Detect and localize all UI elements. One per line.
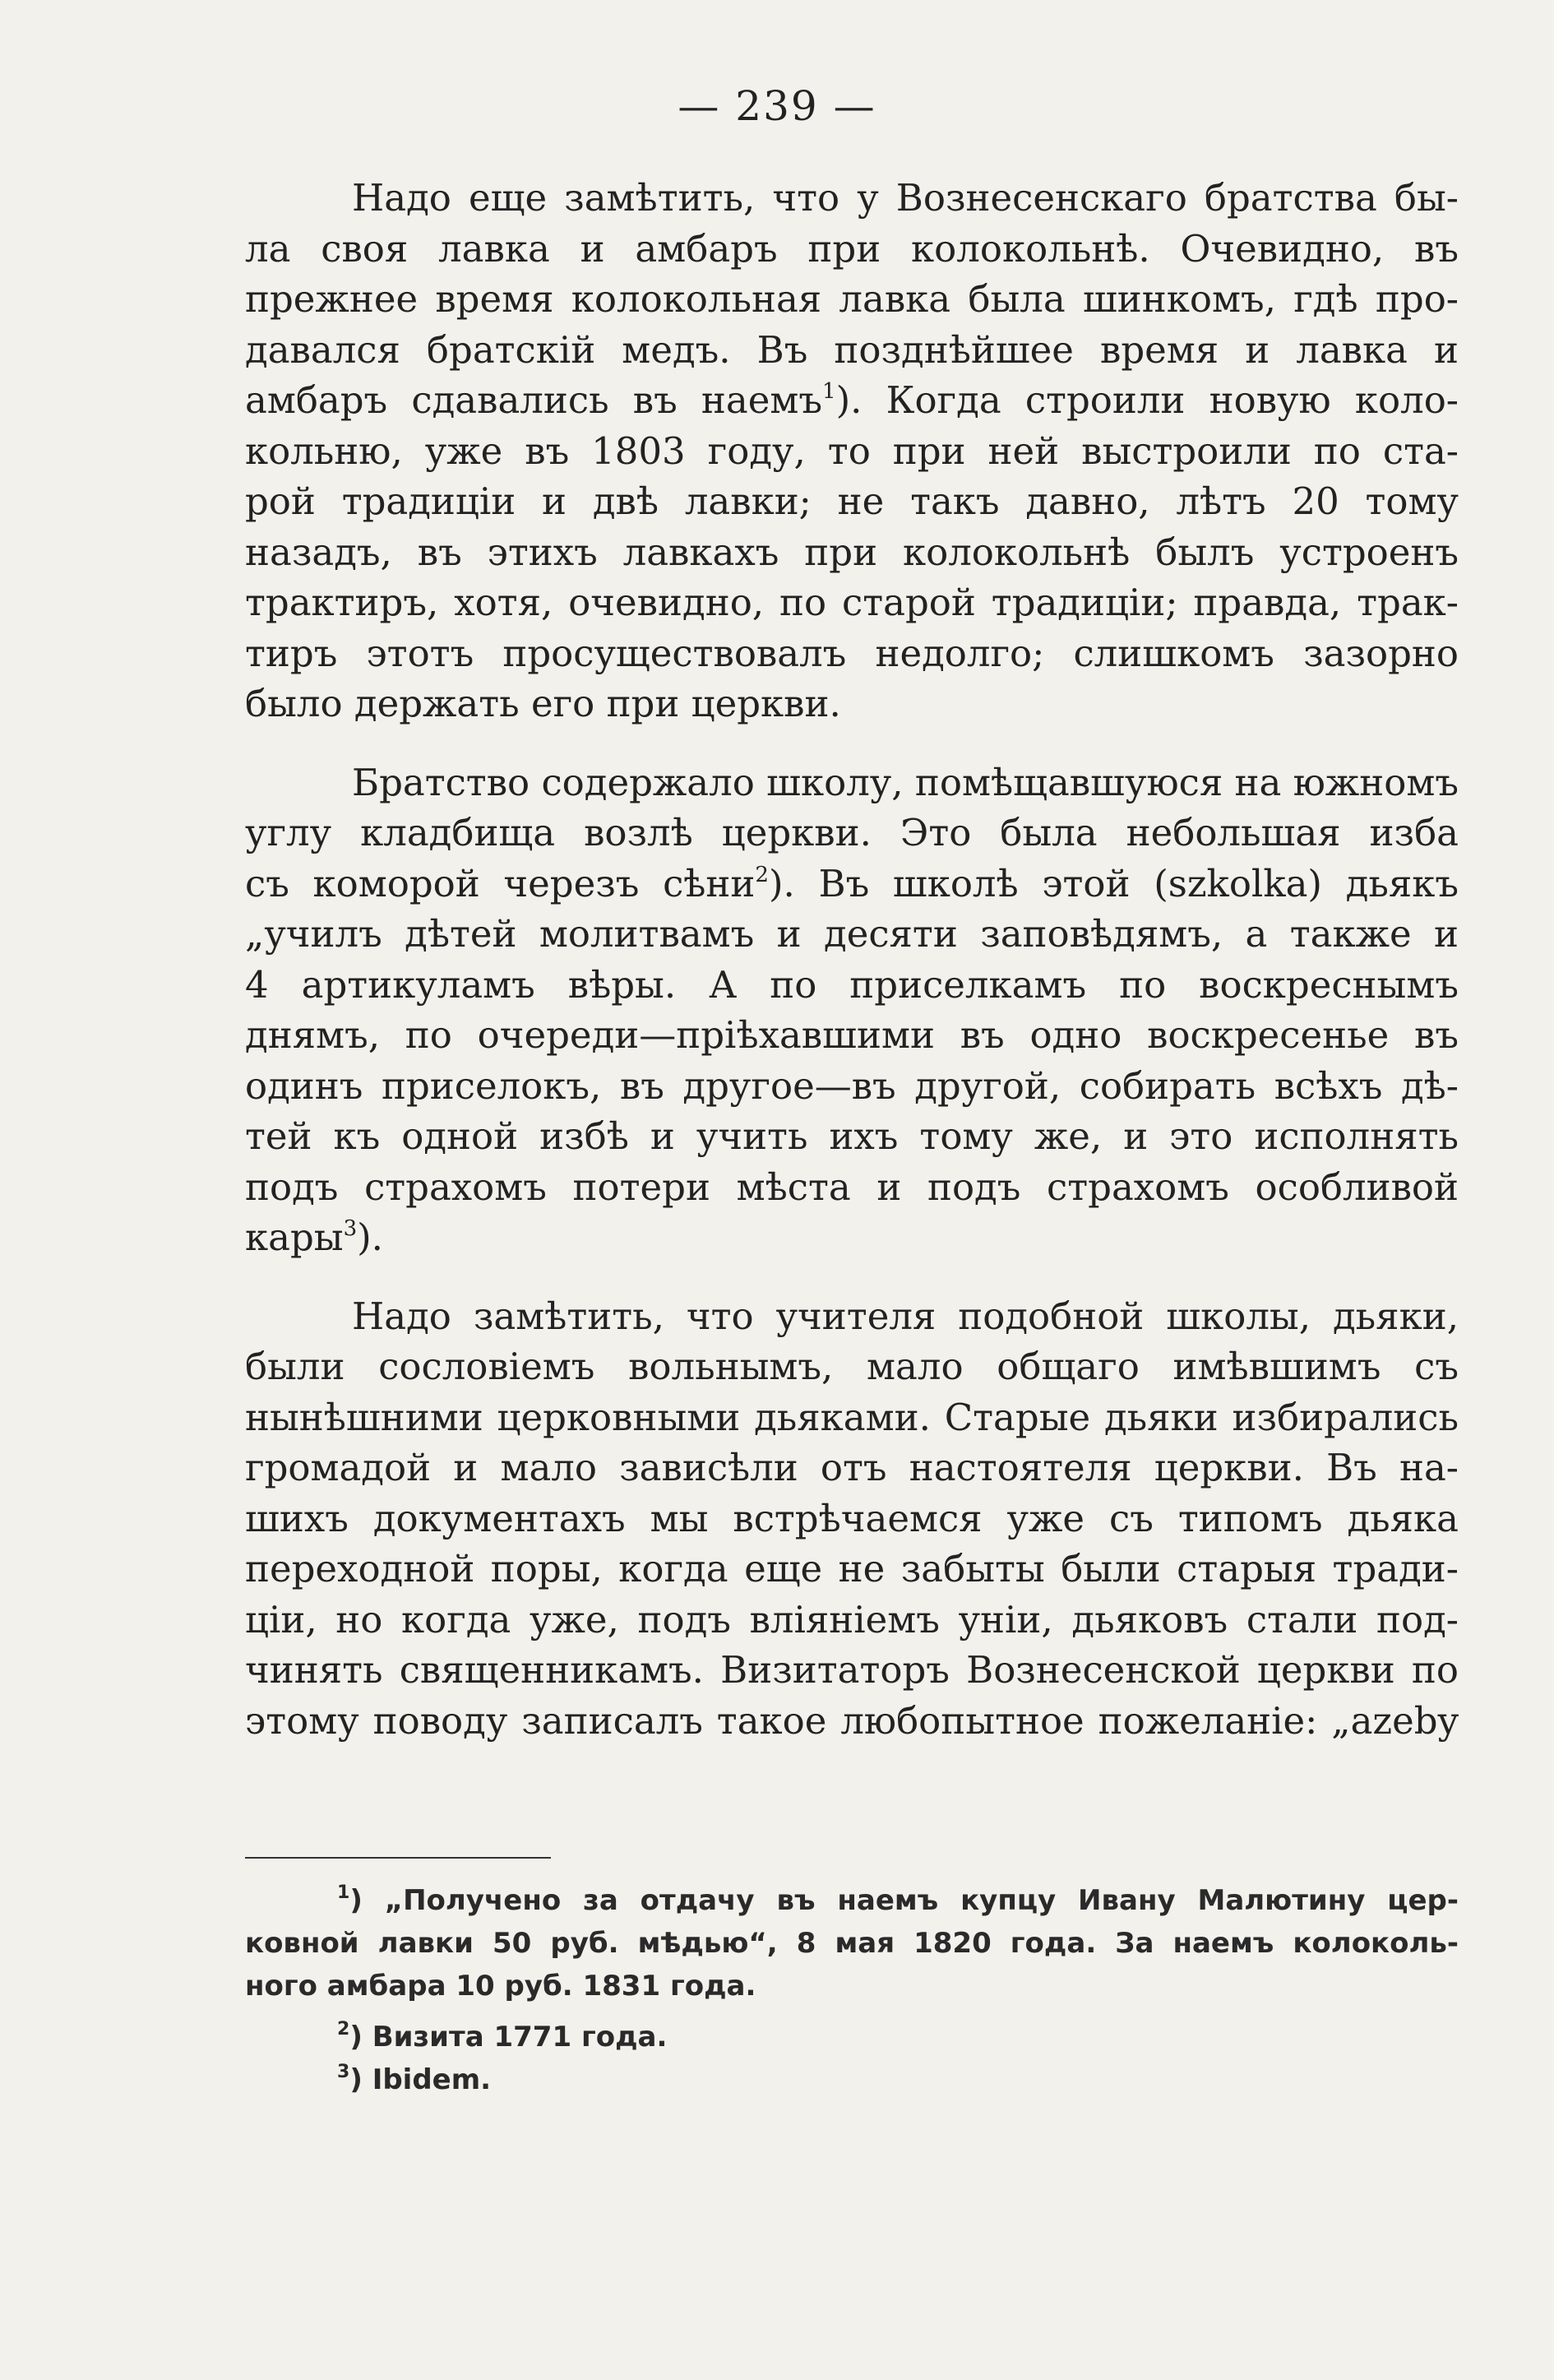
- footnote-1: [245, 1879, 1459, 2007]
- text-line: нынѣшними церковными дьяками. Старые дьяки избирались: [245, 1395, 1459, 1439]
- body-text: [245, 173, 1459, 1746]
- text-line: 4 артикуламъ вѣры. А по приселкамъ по воскреснымъ: [245, 962, 1459, 1007]
- text-span: амбаръ сдавались въ наемъ: [245, 378, 823, 422]
- footnote-line: [245, 2016, 1459, 2058]
- footnotes: [245, 1879, 1459, 2101]
- text-span: съ коморой черезъ сѣни: [245, 861, 756, 905]
- text-line: переходной поры, когда еще не забыты были старыя тради-: [245, 1547, 1459, 1591]
- footnote-line: ковной лавки 50 руб. мѣдью“, 8 мая 1820 года. За наемъ колоколь-: [245, 1927, 1459, 1960]
- text-line: Надо еще замѣтить, что у Вознесенскаго братства бы-: [352, 176, 1459, 220]
- page-number: — 239 —: [678, 82, 876, 130]
- text-line: [245, 1212, 1459, 1263]
- footnote-ref: 2: [755, 862, 769, 887]
- text-line: были сословіемъ вольнымъ, мало общаго имѣвшимъ съ: [245, 1345, 1459, 1388]
- text-line: „училъ дѣтей молитвамъ и десяти заповѣдямъ, а также и: [245, 912, 1459, 956]
- text-line: [245, 375, 1459, 426]
- text-line: тиръ этотъ просуществовалъ недолго; слишкомъ зазорно: [245, 631, 1459, 675]
- footnote-ref: 1: [822, 379, 836, 404]
- text-line: углу кладбища возлѣ церкви. Это была небольшая изба: [245, 811, 1459, 854]
- text-line: трактиръ, хотя, очевидно, по старой традиціи; правда, трак-: [245, 581, 1459, 624]
- text-line: было держать его при церкви.: [245, 682, 841, 725]
- text-line: этому поводу записалъ такое любопытное пожеланіе: „azeby: [245, 1698, 1459, 1743]
- footnote-3: [245, 2058, 1459, 2101]
- footnote-line: [245, 1879, 1459, 1922]
- text-line: Надо замѣтить, что учителя подобной школы, дьяки,: [352, 1294, 1459, 1338]
- footnote-2: [245, 2016, 1459, 2058]
- text-line: одинъ приселокъ, въ другое—въ другой, собирать всѣхъ дѣ-: [245, 1063, 1459, 1108]
- text-line: громадой и мало зависѣли отъ настоятеля церкви. Въ на-: [245, 1446, 1459, 1489]
- text-line: назадъ, въ этихъ лавкахъ при колокольнѣ былъ устроенъ: [245, 530, 1459, 574]
- footnote-line: [245, 2058, 1459, 2101]
- text-line: [245, 859, 1459, 910]
- text-line: прежнее время колокольная лавка была шинкомъ, гдѣ про-: [245, 277, 1459, 321]
- text-span: ) Ibidem.: [349, 2063, 492, 2096]
- text-span: ) „Получено за отдачу въ наемъ купцу Ивану Малютину цер-: [349, 1884, 1459, 1917]
- footnote-ref: 3: [343, 1216, 358, 1241]
- text-line: подъ страхомъ потери мѣста и подъ страхомъ особливой: [245, 1165, 1459, 1209]
- footnote-line: ного амбара 10 руб. 1831 года.: [245, 1970, 756, 2003]
- text-line: рой традиціи и двѣ лавки; не такъ давно, лѣтъ 20 тому: [245, 479, 1459, 523]
- paragraph-gap: [245, 729, 1459, 757]
- text-line: давался братскій медъ. Въ позднѣйшее время и лавка и: [245, 327, 1459, 372]
- text-line: кольню, уже въ 1803 году, то при ней выстроили по ста-: [245, 428, 1459, 473]
- text-span: кары: [245, 1215, 344, 1259]
- footnote-divider: [245, 1857, 551, 1859]
- text-line: шихъ документахъ мы встрѣчаемся уже съ типомъ дьяка: [245, 1496, 1459, 1540]
- paragraph-1: [245, 173, 1459, 729]
- footnote-marker: 2: [337, 2019, 350, 2040]
- footnote-marker: 3: [337, 2062, 350, 2082]
- footnote-marker: 1: [337, 1882, 350, 1903]
- text-line: днямъ, по очереди—пріѣхавшими въ одно воскресенье въ: [245, 1013, 1459, 1057]
- text-span: ). Когда строили новую коло-: [835, 378, 1459, 422]
- paragraph-gap: [245, 1263, 1459, 1291]
- paragraph-2: [245, 757, 1459, 1263]
- text-span: ). Въ школѣ этой (szkolka) дьякъ: [768, 861, 1459, 905]
- text-line: ціи, но когда уже, подъ вліяніемъ уніи, дьяковъ стали под-: [245, 1597, 1459, 1641]
- text-span: ) Визита 1771 года.: [349, 2021, 668, 2054]
- text-line: чинять священникамъ. Визитаторъ Вознесенской церкви по: [245, 1648, 1459, 1692]
- text-line: Братство содержало школу, помѣщавшуюся на южномъ: [352, 760, 1459, 804]
- paragraph-3: [245, 1291, 1459, 1747]
- text-line: ла своя лавка и амбаръ при колокольнѣ. Очевидно, въ: [245, 226, 1459, 271]
- text-span: ).: [357, 1215, 383, 1259]
- text-line: тей къ одной избѣ и учить ихъ тому же, и это исполнять: [245, 1114, 1459, 1158]
- footnote-gap: [245, 2007, 1459, 2016]
